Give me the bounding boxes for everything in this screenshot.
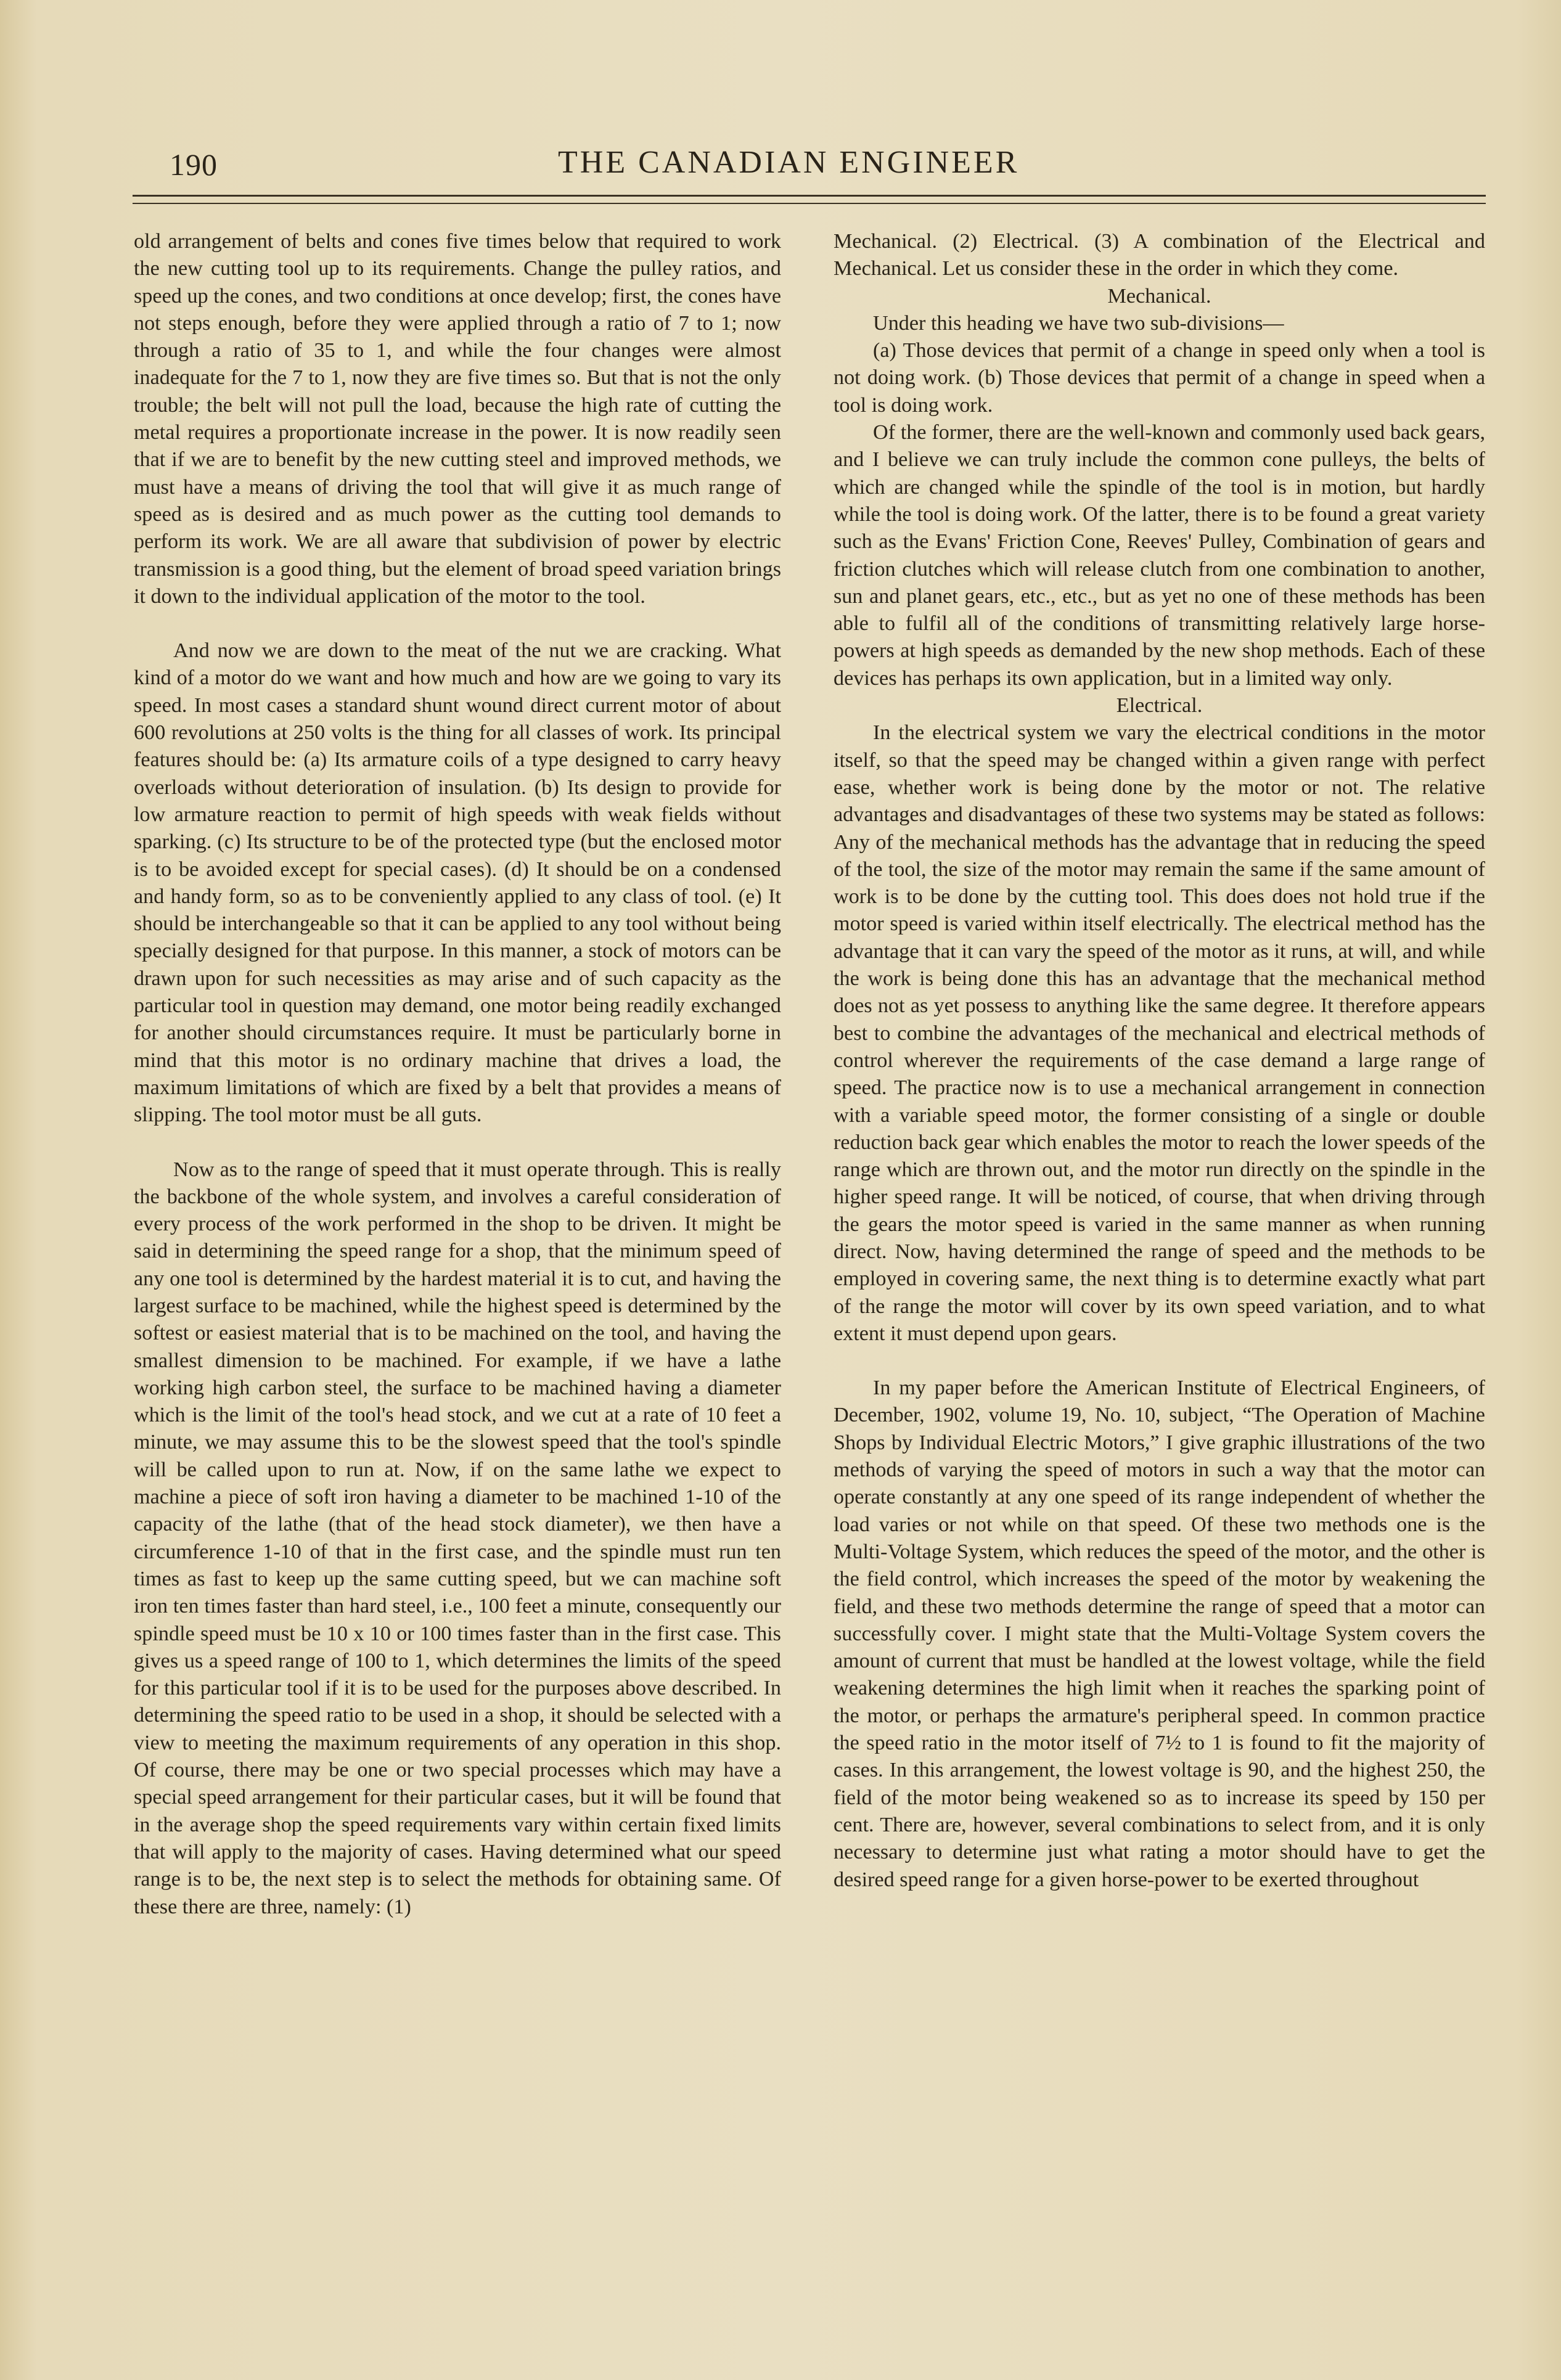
left-column — [134, 228, 781, 1921]
paragraph: Of the former, there are the well-known and commonly used back gears, and I believe we can truly include the common cone pulleys, the belts of which are changed while the spindle of the tool is in motion, but hardly while the tool is doing work. Of the latter, there is to be found a great variety such as the Evans' Friction Cone, Reeves' Pulley, Combination of gears and friction clutches which will release clutch from one combination to another, sun and planet gears, etc., etc., but as yet no one of these methods has been able to fulfil all of the conditions of transmitting relatively large horse-powers at high speeds as demanded by the new shop methods. Each of these devices has perhaps its own application, but in a limited way only. — [834, 421, 1485, 690]
paragraph: (a) Those devices that permit of a change in speed only when a tool is not doing work. (b) Those devices that permit of a change in speed when a tool is doing work. — [834, 339, 1485, 417]
paragraph: In my paper before the American Institute of Electrical Engineers, of December, 1902, volume 19, No. 10, subject, “The Operation of Machine Shops by Individual Electric Motors,” I give graphic illustrations of the two methods of varying the speed of motors in such a way that the motor can operate constantly at any one speed of its range independent of whether the load varies or not while on that speed. Of these two methods one is the Multi-Voltage System, which reduces the speed of the motor, and the other is the field control, which increases the speed of the motor by weakening the field, and these two methods determine the range of speed that a motor can successfully cover. I might state that the Multi-Voltage System covers the amount of current that must be handled at the lowest voltage, while the field weakening determines the high limit when it reaches the sparking point of the motor, or perhaps the armature's peripheral speed. In common practice the speed ratio in the motor itself of 7½ to 1 is found to fit the majority of cases. In this arrangement, the lowest voltage is 90, and the highest 250, the field of the motor being weakened so as to increase its speed by 150 per cent. There are, however, several combinations to select from, and it is only necessary to determine just what rating a motor should have to get the desired speed range for a given horse-power to be exerted throughout — [834, 1376, 1485, 1891]
paragraph: In the electrical system we vary the electrical conditions in the motor itself, so that the speed may be changed within a given range with perfect ease, whether work is being done by the motor or not. The relative advantages and disadvantages of these two systems may be stated as follows: Any of the mechanical methods has the advantage that in reducing the speed of the tool, the size of the motor may remain the same if the same amount of work is to be done by the cutting tool. This does does not hold true if the motor speed is varied within itself electrically. The electrical method has the advantage that it can vary the speed of the motor as it runs, at will, and while the work is being done this has an advantage that the mechanical method does not as yet possess to anything like the same degree. It therefore appears best to combine the advantages of the mechanical and electrical methods of control wherever the requirements of the case demand a large range of speed. The practice now is to use a mechanical arrangement in connection with a variable speed motor, the former consisting of a single or double reduction back gear which enables the motor to reach the lower speeds of the range which are thrown out, and the motor run directly on the spindle in the higher speed range. It will be noticed, of course, that when driving through the gears the motor speed is varied in the same manner as when running direct. Now, having determined the range of speed and the methods to be employed in covering same, the next thing is to determine exactly what part of the range the motor will cover by its own speed variation, and to what extent it must depend upon gears. — [834, 721, 1485, 1345]
page-header — [133, 141, 1489, 190]
page-number: 190 — [170, 147, 218, 182]
right-column — [834, 228, 1485, 1894]
paragraph: old arrangement of belts and cones five times below that required to work the new cutting tool up to its requirements. Change the pulley ratios, and speed up the cones, and two conditions at once develop; first, the cones have not steps enough, before they were applied through a ratio of 7 to 1; now through a ratio of 35 to 1, and while the four changes were almost inadequate for the 7 to 1, now they are five times so. But that is not the only trouble; the belt will not pull the load, because the high rate of cutting the metal requires a proportionate increase in the power. It is now readily seen that if we are to benefit by the new cutting steel and improved methods, we must have a means of driving the tool that will give it as much range of speed as is desired and as much power as the cutting tool demands to perform its work. We are all aware that subdivision of power by electric transmission is a good thing, but the element of broad speed variation brings it down to the individual application of the motor to the tool. — [134, 230, 781, 608]
paragraph: And now we are down to the meat of the nut we are cracking. What kind of a motor do we want and how much and how are we going to vary its speed. In most cases a standard shunt wound direct current motor of about 600 revolutions at 250 volts is the thing for all classes of work. Its principal features should be: (a) Its armature coils of a type designed to carry heavy overloads without deterioration of insulation. (b) Its design to provide for low armature reaction to permit of high speeds with weak fields without sparking. (c) Its structure to be of the protected type (but the enclosed motor is to be avoided except for special cases). (d) It should be on a condensed and handy form, so as to be conveniently applied to any class of tool. (e) It should be interchangeable so that it can be applied to any tool without being specially designed for that purpose. In this manner, a stock of motors can be drawn upon for such necessities as may arise and of such capacity as the particular tool in question may demand, one motor being readily exchanged for another should circumstances require. It must be particularly borne in mind that this motor is no ordinary machine that drives a load, the maximum limitations of which are fixed by a belt that provides a means of slipping. The tool motor must be all guts. — [134, 639, 781, 1127]
section-heading-mechanical: Mechanical. — [1107, 284, 1211, 308]
masthead-title: THE CANADIAN ENGINEER — [558, 145, 1020, 180]
paragraph: Now as to the range of speed that it must operate through. This is really the backbone of the whole system, and involves a careful consideration of every process of the work performed in the shop to be driven. It might be said in determining the speed range for a shop, that the minimum speed of any one tool is determined by the hardest material it is to cut, and having the largest surface to be machined, while the highest speed is determined by the softest or easiest material that is to be machined on the tool, and having the smallest dimension to be machined. For example, if we have a lathe working high carbon steel, the surface to be machined having a diameter which is the limit of the tool's head stock, and we cut at a rate of 10 feet a minute, we may assume this to be the slowest speed that the tool's spindle will be called upon to run at. Now, if on the same lathe we expect to machine a piece of soft iron having a diameter to be machined 1-10 of the capacity of the lathe (that of the head stock diameter), we then have a circumference 1-10 of that in the first case, and the spindle must run ten times as fast to keep up the same cutting speed, but we can machine soft iron ten times faster than hard steel, i.e., 100 feet a minute, consequently our spindle speed must be 10 x 10 or 100 times faster than in the first case. This gives us a speed range of 100 to 1, which determines the limits of the speed for this particular tool if it is to be used for the purposes above described. In determining the speed ratio to be used in a shop, it should be selected with a view to meeting the maximum requirements of any operation in this shop. Of course, there may be one or two special processes which may have a special speed arrangement for their particular cases, but it will be found that in the average shop the speed requirements vary within certain fixed limits that will apply to the majority of cases. Having determined what our speed range is to be, the next step is to select the methods for obtaining same. Of these there are three, namely: (1) — [134, 1158, 781, 1918]
paragraph: Mechanical. (2) Electrical. (3) A combination of the Electrical and Mechanical. Let us consider these in the order in which they come. — [834, 230, 1485, 280]
header-rule — [133, 195, 1486, 204]
paragraph: Under this heading we have two sub-divisions— — [873, 311, 1284, 335]
section-heading-electrical: Electrical. — [1116, 694, 1203, 718]
